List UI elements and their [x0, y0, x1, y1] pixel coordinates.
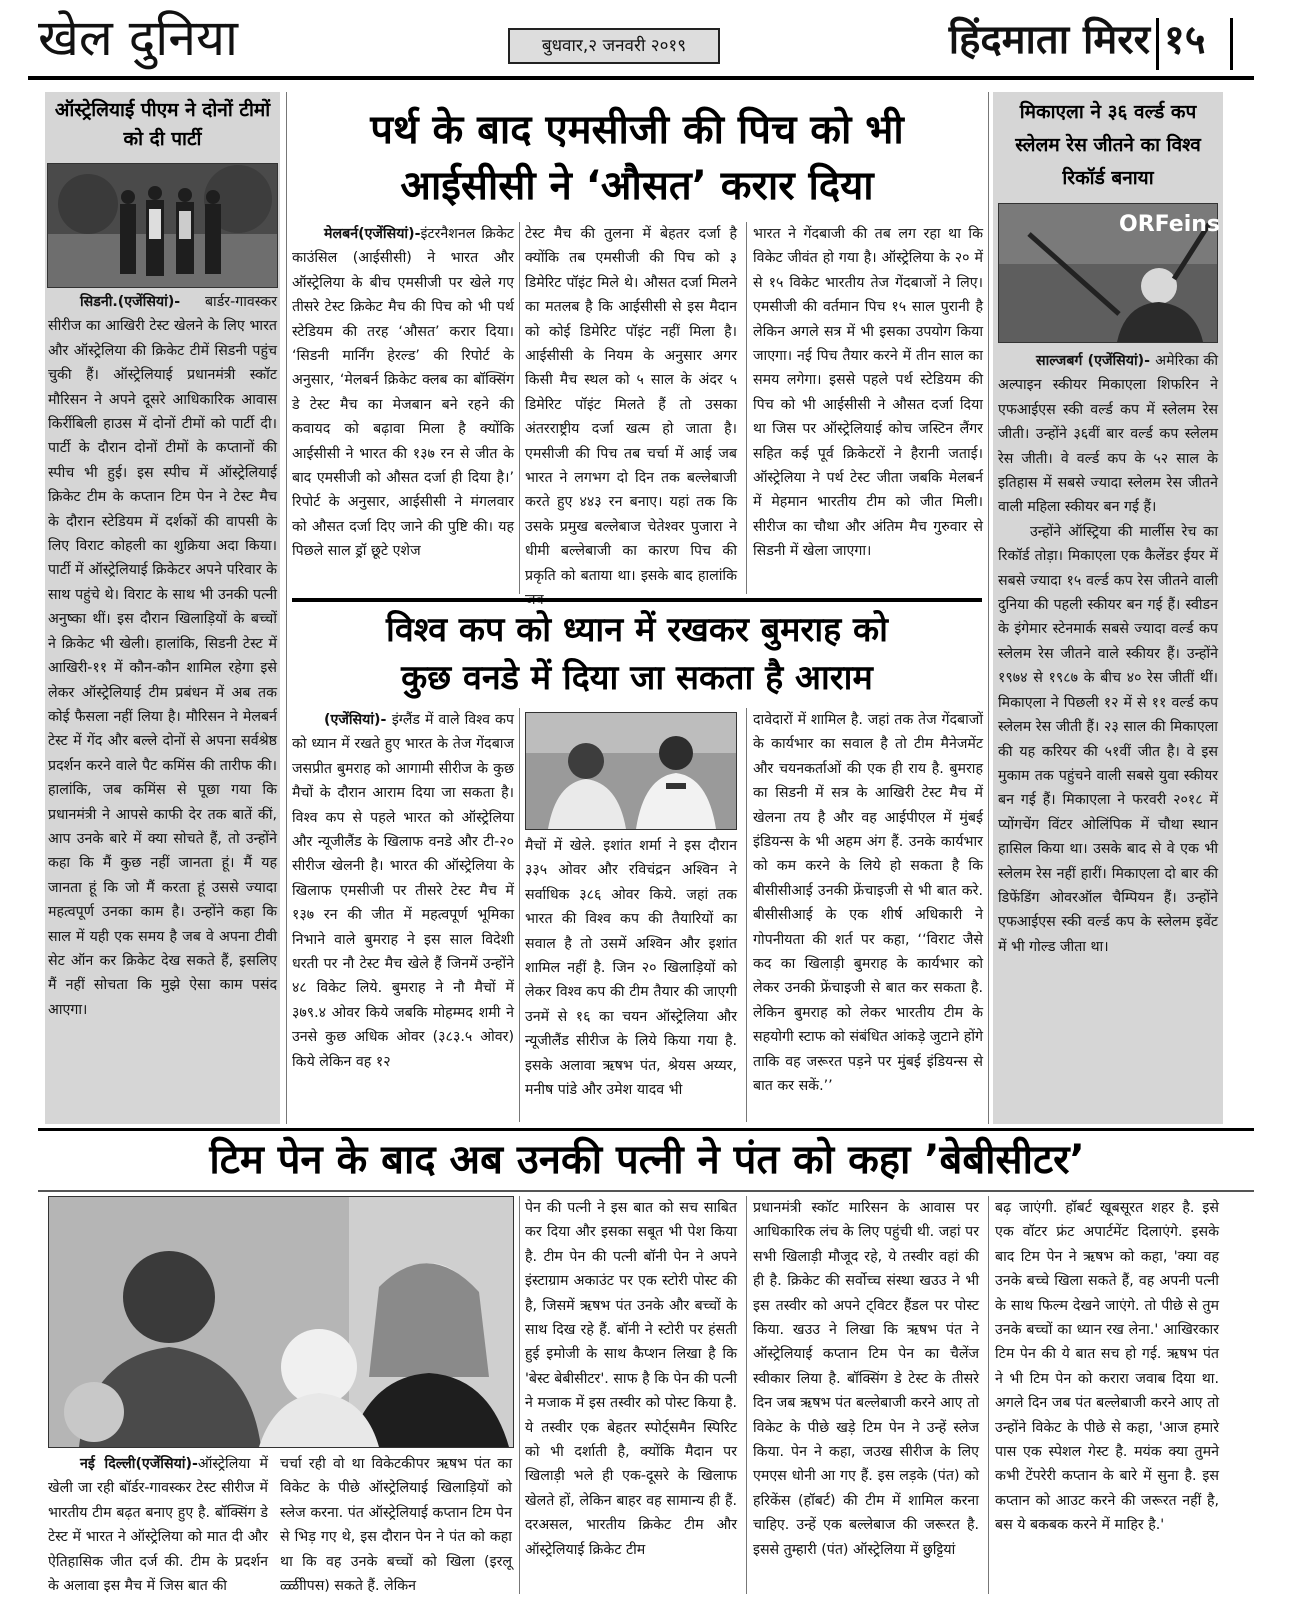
- bottom-dateline: नई दिल्ली(एजेंसियां)-: [80, 1456, 198, 1472]
- bottom-col1: [48, 1452, 268, 1598]
- center-mid-col2: मैचों में खेले. इशांत शर्मा ने इस दौरान ३३५ ओवर और रविचंद्रन अश्विन ने सर्वाधिक ३८६ ओवर किये. जहां तक भारत की विश्व कप की तैयारियों का सवाल है तो उसमें अश्विन और इशांत शामिल नहीं है. जिन २० खिलाड़ियों को लेकर विश्व कप की टीम तैयार की जाएगी उनमें से १६ का चयन ऑस्ट्रेलिया और न्यूजीलैंड सीरीज के लिये किया गया है. इसके अलावा ऋषभ पंत, श्रेयस अय्यर, मनीष पांडे और उमेश यादव भी: [525, 838, 737, 1099]
- section-title: खेल दुनिया: [38, 9, 238, 67]
- bottom-headline-rule: [38, 1190, 1254, 1192]
- bottom-col2: चर्चा रही वो था विकेटकीपर ऋषभ पंत का विकेट के पीछे ऑस्ट्रेलियाई खिलाड़ियों को स्लेज करना. पंत ऑस्ट्रेलियाई कप्तान टिम पेन से भिड़ गए थे, इस दौरान पेन ने पंत को कहा था कि वह उनके बच्चों को खिला (इरलू ळ्ळीीपस) सकते हैं. लेकिन: [280, 1456, 512, 1595]
- right-body: [998, 349, 1218, 959]
- right-para-1-text: अमेरिका की अल्पाइन स्कीयर मिकाएला शिफरिन ने एफआईएस स्की वर्ल्ड कप में स्लेलम रेस जीती। उन्होंने ३६वीं बार वर्ल्ड कप स्लेलम रेस जीती। वे वर्ल्ड कप के ५२ साल के इतिहास में सबसे ज्यादा स्लेलम रेस जीतने वाली महिला स्कीयर बन गई हैं।: [998, 353, 1219, 516]
- left-photo: [47, 163, 278, 288]
- center-mid-col3: दावेदारों में शामिल है. जहां तक तेज गेंदबाजों के कार्यभार का सवाल है तो टीम मैनेजमेंट और चयनकर्ताओं की एक ही राय है. बुमराह का सिडनी में सत्र के आखिरी टेस्ट मैच में खेलना तय है और वह आईपीएल में मुंबई इंडियन्स के भी अहम अंग हैं. उनके कार्यभार को कम करने के लिये हो सकता है कि बीसीसीआई उनकी फ्रेंचाइजी से भी बात करे. बीसीसीआई के एक शीर्ष अधिकारी ने गोपनीयता की शर्त पर कहा, ‘‘विराट जैसे कद का खिलाड़ी बुमराह के कार्यभार को लेकर उनकी फ्रेंचाइजी से बात कर सकता है. लेकिन बुमराह को लेकर भारतीय टीम के सहयोगी स्टाफ को संबंधित आंकड़े जुटाने होंगे ताकि वह जरूरत पड़ने पर मुंबई इंडियन्स से बात कर सकें.’’: [753, 712, 983, 1095]
- bottom-col5: बढ़ जाएंगी. हॉबर्ट खूबसूरत शहर है. इसे एक वॉटर फ्रंट अपार्टमेंट दिलाएंगे. इसके बाद टिम पेन ने ऋषभ को कहा, 'क्या वह उनके बच्चे खिला सकते हैं, वह अपनी पत्नी के साथ फिल्म देखने जाएंगे. तो पीछे से तुम उनके बच्चों का ध्यान रख लेना.' आखिरकार टिम पेन की ये बात सच हो गई. ऋषभ पंत ने भी टिम पेन को करारा जवाब दिया था. अगले दिन जब पंत बल्लेबाजी करने आए तो उन्होंने विकेट के पीछे से कहा, 'आज हमारे पास एक स्पेशल गेस्ट है. मयंक क्या तुमने कभी टेंपरेरी कप्तान के बारे में सुना है. इस कप्तान को आउट करने की जरूरत नहीं है, बस ये बकबक करने में माहिर है.': [995, 1200, 1219, 1534]
- right-para-2: उन्होंने ऑस्ट्रिया की मार्लीस रेच का रिकॉर्ड तोड़ा। मिकाएला एक कैलेंडर ईयर में सबसे ज्यादा १५ वर्ल्ड कप रेस जीतने वाली दुनिया की पहली स्कीयर बन गई हैं। स्वीडन के इंगेमार स्टेनमार्क सबसे ज्यादा वर्ल्ड कप स्लेलम रेस जीतने वाले स्कीयर हैं। उन्होंने १९७४ से १९८७ के बीच ४० रेस जीतीं थीं। मिकाएला ने पिछली १२ में से ११ वर्ल्ड कप स्लेलम रेस जीती हैं। २३ साल की मिकाएला की यह करियर की ५१वीं जीत है। वे इस मुकाम तक पहुंचने वाली सबसे युवा स्कीयर बन गई हैं। मिकाएला ने फरवरी २०१८ में प्योंगचेंग विंटर ओलिंपिक में चौथा स्थान हासिल किया था। उसके बाद से वे एक भी स्लेलम रेस नहीं हारीं। मिकाएला दो बार की डिफेंडिंग ओवरऑल चैम्पियन हैं। उन्होंने एफआईएस स्की वर्ल्ड कप के स्लेलम इवेंट में भी गोल्ड जीता था।: [998, 523, 1218, 955]
- bottom-col1-text: ऑस्ट्रेलिया में खेली जा रही बॉर्डर-गावस्कर टेस्ट सीरीज में भारतीय टीम बढ़त बनाए हुए है. बॉक्सिंग डे टेस्ट में भारत ने ऑस्ट्रेलिया को मात दी और ऐतिहासिक जीत दर्ज की. टीम के प्रदर्शन के अलावा इस मैच में जिस बात की: [48, 1456, 269, 1595]
- page-number: १५: [1164, 17, 1206, 63]
- right-photo-text: ORFeins: [1119, 212, 1220, 237]
- paper-name: हिंदमाता मिरर: [948, 17, 1150, 63]
- right-headline: मिकाएला ने ३६ वर्ल्ड कप स्लेलम रेस जीतने का विश्व रिकॉर्ड बनाया: [1015, 101, 1201, 189]
- center-top-headline-1: पर्थ के बाद एमसीजी की पिच को भी: [370, 107, 904, 153]
- right-photo: [998, 203, 1218, 343]
- bottom-col3: पेन की पत्नी ने इस बात को सच साबित कर दिया और इसका सबूत भी पेश किया है. टीम पेन की पत्नी बॉनी पेन ने अपने इंस्टाग्राम अकाउंट पर एक स्टोरी पोस्ट की है, जिसमें ऋषभ पंत उनके और बच्चों के साथ दिख रहे हैं. बॉनी ने स्टोरी पर हंसती हुई इमोजी के साथ कैप्शन लिखा है कि 'बेस्ट बेबीसीटर'. साफ है कि पेन की पत्नी ने मजाक में इस तस्वीर को पोस्ट किया है. ये तस्वीर एक बेहतर स्पोर्ट्समैन स्पिरिट को भी दर्शाती है, क्योंकि मैदान पर खिलाड़ी भले ही एक-दूसरे के खिलाफ खेलते हों, लेकिन बाहर वह सामान्य ही हैं. दरअसल, भारतीय क्रिकेट टीम और ऑस्ट्रेलियाई क्रिकेट टीम: [525, 1200, 737, 1558]
- center-top-col2: टेस्ट मैच की तुलना में बेहतर दर्जा है क्योंकि तब एमसीजी की पिच को ३ डिमेरिट पॉइंट मिले थे। औसत दर्जा मिलने का मतलब है कि आईसीसी से इस मैदान को कोई डिमेरिट पॉइंट नहीं मिला है। आईसीसी के नियम के अनुसार अगर किसी मैच स्थल को ५ साल के अंदर ५ डिमेरिट पॉइंट मिलते हैं तो उसका अंतरराष्ट्रीय दर्जा खत्म हो जाता है। एमसीजी की पिच तब चर्चा में आई जब भारत ने लगभग दो दिन तक बल्लेबाजी करते हुए ४४३ रन बनाए। यहां तक कि उसके प्रमुख बल्लेबाज चेतेश्वर पुजारा ने धीमी बल्लेबाजी का कारण पिच की प्रकृति को बताया था। इसके बाद हालांकि: [525, 226, 737, 584]
- center-mid-dateline: (एजेंसियां)-: [324, 712, 392, 728]
- right-para-1: [998, 349, 1218, 520]
- bottom-headline: टिम पेन के बाद अब उनकी पत्नी ने पंत को कहा ’बेबीसीटर’: [209, 1137, 1085, 1183]
- center-top-col1: [292, 222, 514, 564]
- center-top-col1-text: इंटरनैशनल क्रिकेट काउंसिल (आईसीसी) ने भारत और ऑस्ट्रेलिया के बीच एमसीजी पर खेले गए तीसरे टेस्ट क्रिकेट मैच की पिच को भी पर्थ स्टेडियम की तरह ‘औसत’ करार दिया। ‘सिडनी मार्निंग हेरल्ड’ की रिपोर्ट के अनुसार, ‘मेलबर्न क्रिकेट क्लब का बॉक्सिंग डे टेस्ट मैच का मेजबान बने रहने की कवायद को बढ़ावा मिला है क्योंकि आईसीसी ने भारत की १३७ रन से जीत के बाद एमसीजी को औसत दर्जा ही दिया है।’ रिपोर्ट के अनुसार, आईसीसी ने मंगलवार को औसत दर्जा दिए जाने की पुष्टि की। यह पिछले साल ड्रॉ छूटे एशेज: [292, 226, 514, 560]
- center-mid-col1-text: इंग्लैंड में वाले विश्व कप को ध्यान में रखते हुए भारत के तेज गेंदबाज जसप्रीत बुमराह को आगामी सीरीज के कुछ मैचों के दौरान आराम दिया जा सकता है। विश्व कप से पहले भारत को ऑस्ट्रेलिया और न्यूजीलैंड के खिलाफ वनडे और टी-२० सीरीज खेलनी है। भारत की ऑस्ट्रेलिया के खिलाफ एमसीजी पर तीसरे टेस्ट मैच में १३७ रन की जीत में महत्वपूर्ण भूमिका निभाने वाले बुमराह ने इस साल विदेशी धरती पर नौ टेस्ट मैच खेले हैं जिनमें उन्होंने ४८ विकेट लिये. बुमराह ने नौ मैचों में ३७९.४ ओवर किये जबकि मोहम्मद शमी ने उनसे कुछ अधिक ओवर (३८३.५ ओवर) किये लेकिन वह १२: [292, 712, 514, 1070]
- date-box: बुधवार,२ जनवरी २०१९: [508, 28, 720, 64]
- center-mid-headline-2: कुछ वनडे में दिया जा सकता है आराम: [401, 658, 873, 698]
- bumrah-photo: [525, 712, 737, 830]
- center-top-headline-2: आईसीसी ने ‘औसत’ करार दिया: [400, 163, 874, 209]
- center-top-dateline: मेलबर्न(एजेंसियां)-: [324, 226, 421, 242]
- left-dateline: सिडनी.(एजेंसियां)-: [80, 294, 205, 310]
- bottom-col4: प्रधानमंत्री स्कॉट मारिसन के आवास पर आधिकारिक लंच के लिए पहुंची थी. जहां पर सभी खिलाड़ी मौजूद रहे, ये तस्वीर वहां की ही है. क्रिकेट की सर्वोच्च संस्था खउउ ने भी इस तस्वीर को अपने ट्विटर हैंडल पर पोस्ट किया. खउउ ने लिखा कि ऋषभ पंत ने ऑस्ट्रेलियाई कप्तान टिम पेन का चैलेंज स्वीकार लिया है. बॉक्सिंग डे टेस्ट के तीसरे दिन जब ऋषभ पंत बल्लेबाजी करने आए तो विकेट के पीछे खड़े टिम पेन ने उन्हें स्लेज किया. पेन ने कहा, जउख सीरीज के लिए एमएस धोनी आ गए हैं. इस लड़के (पंत) को हरिकेंस (हॉबर्ट) की टीम में शामिल करना चाहिए. उन्हें एक बल्लेबाज की जरूरत है. इससे तुम्हारी (पंत) ऑस्ट्रेलिया में छुट्टियां: [753, 1200, 979, 1558]
- pant-photo: [48, 1196, 514, 1448]
- center-top-col3: भारत ने गेंदबाजी की तब लग रहा था कि विकेट जीवंत हो गया है। ऑस्ट्रेलिया के २० में से १५ विकेट भारतीय तेज गेंदबाजों ने लिए। एमसीजी की वर्तमान पिच १५ साल पुरानी है लेकिन अगले सत्र में भी इसका उपयोग किया जाएगा। नई पिच तैयार करने में तीन साल का समय लगेगा। इससे पहले पर्थ स्टेडियम की पिच को भी आईसीसी ने औसत दर्जा दिया था जिस पर ऑस्ट्रेलियाई कोच जस्टिन लैंगर सहित कई पूर्व क्रिकेटरों ने हैरानी जताई। ऑस्ट्रेलिया ने पर्थ टेस्ट जीता जबकि मेलबर्न में मेहमान भारतीय टीम को जीत मिली। सीरीज का चौथा और अंतिम मैच गुरुवार से सिडनी में खेला जाएगा।: [753, 226, 983, 560]
- left-headline: ऑस्ट्रेलियाई पीएम ने दोनों टीमों को दी पार्टी: [54, 99, 271, 150]
- center-mid-headline-1: विश्व कप को ध्यान में रखकर बुमराह को: [386, 610, 888, 650]
- center-mid-col1: [292, 708, 514, 1074]
- left-body: [48, 290, 277, 1022]
- left-body-text: बार्डर-गावस्कर सीरीज का आखिरी टेस्ट खेलने के लिए भारत और ऑस्ट्रेलिया की क्रिकेट टीमें सिडनी पहुंच चुकी हैं। ऑस्ट्रेलियाई प्रधानमंत्री स्कॉट मौरिसन ने अपने दूसरे आधिकारिक आवास किर्रीबिली हाउस में दोनों टीमों को पार्टी दी। पार्टी के दौरान दोनों टीमों के कप्तानों की स्पीच भी हुई। इस स्पीच में ऑस्ट्रेलियाई क्रिकेट टीम के कप्तान टिम पेन ने टेस्ट मैच के दौरान स्टेडियम में दर्शकों की वापसी के लिए विराट कोहली का शुक्रिया अदा किया। पार्टी में ऑस्ट्रेलियाई क्रिकेटर अपने परिवार के साथ पहुंचे थे। विराट के साथ भी उनकी पत्नी अनुष्का थीं। इस दौरान खिलाड़ियों के बच्चों ने क्रिकेट भी खेली। हालांकि, सिडनी टेस्ट में आखिरी-११ में कौन-कौन शामिल रहेगा इसे लेकर ऑस्ट्रेलियाई टीम प्रबंधन में अब तक कोई फैसला नहीं लिया है। मौरिसन ने मेलबर्न टेस्ट में गेंद और बल्ले दोनों से अपना सर्वश्रेष्ठ प्रदर्शन करने वाले पैट कमिंस की तारीफ की। हालांकि, जब कमिंस से पूछा गया कि प्रधानमंत्री ने आपसे काफी देर तक बातें कीं, आप उनके बारे में क्या सोचते हैं, तो उन्होंने कहा कि मैं कुछ नहीं जानता हूं। मैं यह जानता हूं कि जो मैं करता हूं उससे ज्यादा महत्वपूर्ण उनका काम है। उन्होंने कहा कि साल में यही एक समय है जब वे अपना टीवी सेट ऑन कर क्रिकेट देख सकते हैं, इसलिए मैं नहीं सोचता कि मुझे ऐसा काम पसंद आएगा।: [48, 294, 277, 1018]
- masthead-rule: [28, 76, 1254, 80]
- center-mid-rule: [292, 598, 982, 602]
- bottom-top-rule: [38, 1128, 1254, 1131]
- right-dateline: साल्जबर्ग (एजेंसियां)-: [1036, 353, 1156, 369]
